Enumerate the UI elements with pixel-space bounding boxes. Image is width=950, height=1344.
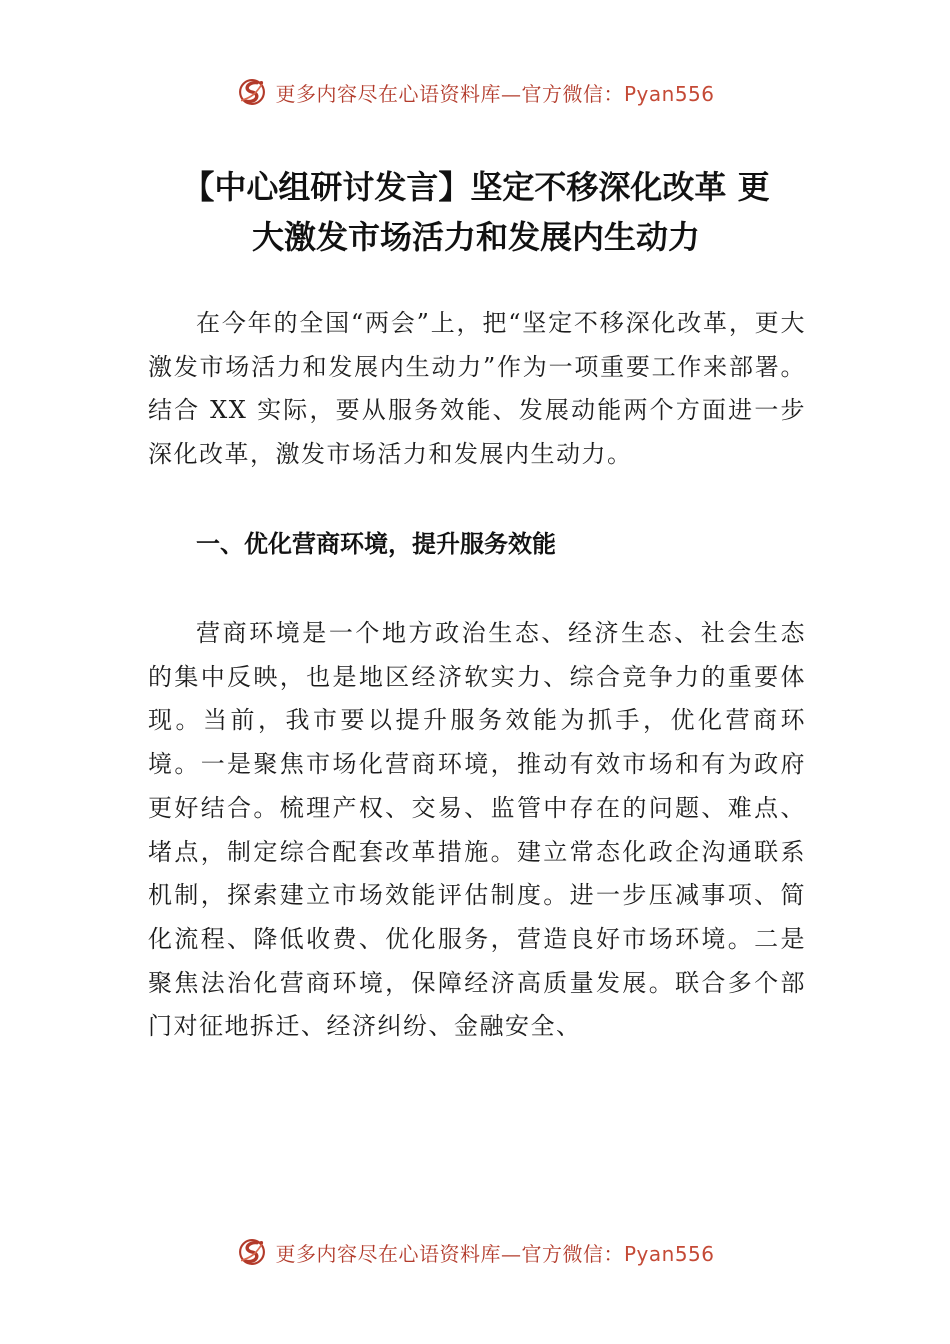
watermark-wechat-id: Pyan556 — [623, 81, 715, 106]
document-title — [148, 162, 804, 262]
stylized-s-swirl-logo-icon — [235, 1235, 269, 1269]
intro-paragraph: 在今年的全国“两会”上，把“坚定不移深化改革，更大激发市场活力和发展内生动力”作为一项重要工作来部署。结合 XX 实际，要从服务效能、发展动能两个方面进一步深化改革，激发市场活力和发展内生动力。 — [148, 309, 806, 469]
watermark-wechat-id: Pyan556 — [623, 1241, 715, 1266]
section-1-paragraph: 营商环境是一个地方政治生态、经济生态、社会生态的集中反映，也是地区经济软实力、综合竞争力的重要体现。当前，我市要以提升服务效能为抓手，优化营商环境。一是聚焦市场化营商环境，推动有效市场和有为政府更好结合。梳理产权、交易、监管中存在的问题、难点、堵点，制定综合配套改革措施。建立常态化政企沟通联系机制，探索建立市场效能评估制度。进一步压减事项、简化流程、降低收费、优化服务，营造良好市场环境。二是聚焦法治化营商环境，保障经济高质量发展。联合多个部门对征地拆迁、经济纠纷、金融安全、 — [148, 619, 806, 1041]
document-title-line-1: 【中心组研讨发言】坚定不移深化改革 更 — [182, 168, 770, 206]
document-title-line-2: 大激发市场活力和发展内生动力 — [251, 218, 700, 256]
watermark-text: 更多内容尽在心语资料库—官方微信： — [275, 1241, 624, 1266]
header-watermark — [0, 72, 950, 112]
stylized-s-swirl-logo-icon — [235, 75, 269, 109]
section-heading-1: 一、优化营商环境，提升服务效能 — [196, 530, 556, 558]
watermark-text: 更多内容尽在心语资料库—官方微信： — [275, 81, 624, 106]
footer-watermark — [0, 1232, 950, 1272]
